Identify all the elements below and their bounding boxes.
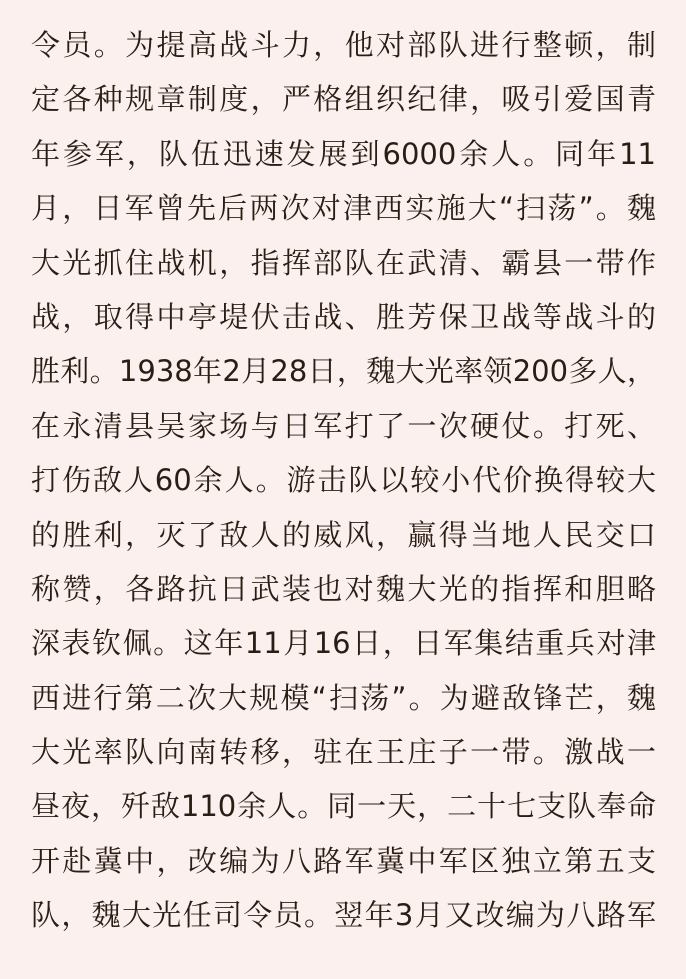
text-line: 称赞，各路抗日武装也对魏大光的指挥和胆略 (31, 571, 656, 606)
text-line: 在永清县吴家场与日军打了一次硬仗。打死、 (31, 408, 656, 443)
text-line: 开赴冀中，改编为八路军冀中军区独立第五支 (31, 843, 656, 878)
text-line: 胜利。1938年2月28日，魏大光率领200多人， (31, 354, 656, 389)
text-line: 西进行第二次大规模“扫荡”。为避敌锋芒，魏 (31, 680, 656, 715)
text-line: 战，取得中亭堤伏击战、胜芳保卫战等战斗的 (31, 299, 656, 334)
text-line: 打伤敌人60余人。游击队以较小代价换得较大 (31, 463, 656, 498)
text-line: 队，魏大光任司令员。翌年3月又改编为八路军 (31, 898, 656, 933)
text-line: 昼夜，歼敌110余人。同一天，二十七支队奉命 (31, 789, 656, 824)
text-line: 的胜利，灭了敌人的威风，赢得当地人民交口 (31, 517, 656, 552)
text-line: 大光抓住战机，指挥部队在武清、霸县一带作 (31, 245, 656, 280)
text-line: 定各种规章制度，严格组织纪律，吸引爱国青 (31, 82, 656, 117)
text-line: 深表钦佩。这年11月16日，日军集结重兵对津 (31, 626, 656, 661)
text-line: 年参军，队伍迅速发展到6000余人。同年11 (31, 136, 656, 171)
text-line: 令员。为提高战斗力，他对部队进行整顿，制 (31, 28, 656, 62)
text-line: 大光率队向南转移，驻在王庄子一带。激战一 (31, 735, 656, 770)
text-line: 月，日军曾先后两次对津西实施大“扫荡”。魏 (31, 191, 656, 226)
